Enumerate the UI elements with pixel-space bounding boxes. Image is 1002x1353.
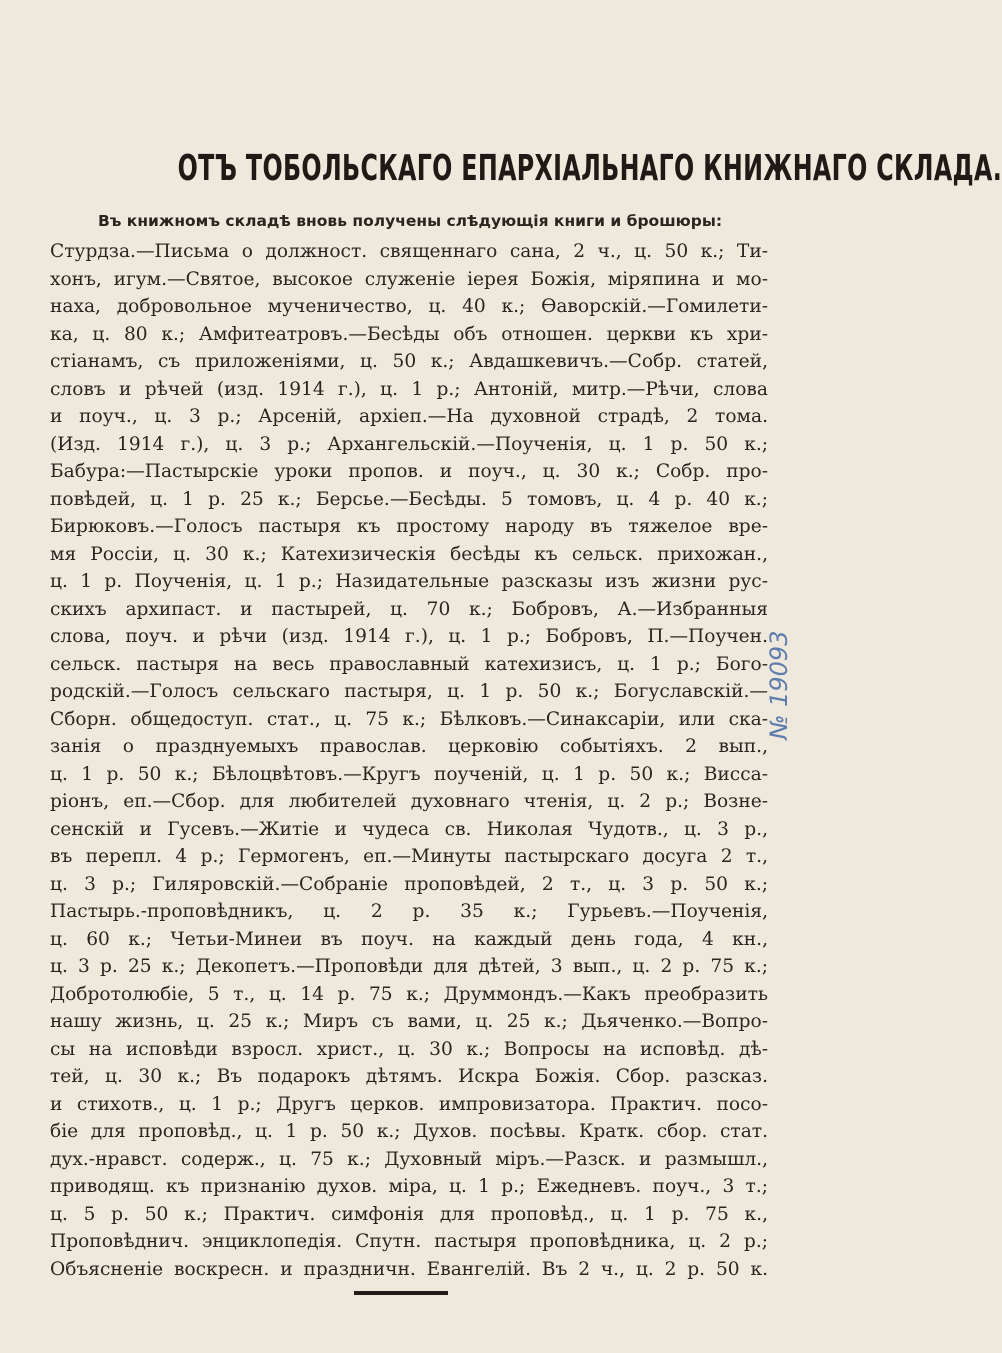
text-line: занія о празднуемыхъ православ. церковію событіяхъ. 2 вып., xyxy=(50,736,768,757)
text-line: ц. 3 р. 25 к.; Декопетъ.—Проповѣди для дѣтей, 3 вып., ц. 2 р. 75 к.; xyxy=(50,956,768,977)
text-line: наха, добровольное мученичество, ц. 40 к.; Ѳаворскій.—Гомилети- xyxy=(50,296,768,317)
text-line: ц. 5 р. 50 к.; Практич. симфонія для проповѣд., ц. 1 р. 75 к., xyxy=(50,1203,768,1225)
text-line: мя Россіи, ц. 30 к.; Катехизическія бесѣды къ сельск. прихожан., xyxy=(50,543,768,565)
text-line: сельск. пастыря на весь православный катехизисъ, ц. 1 р.; Бого- xyxy=(50,653,768,675)
intro-line: Въ книжномъ складѣ вновь получены слѣдующія книги и брошюры: xyxy=(97,212,723,230)
text-line: (Изд. 1914 г.), ц. 3 р.; Архангельскій.—Поученія, ц. 1 р. 50 к.; xyxy=(50,433,768,455)
text-line: сы на исповѣди взросл. христ., ц. 30 к.; Вопросы на исповѣд. дѣ- xyxy=(50,1038,768,1060)
text-line: нашу жизнь, ц. 25 к.; Миръ съ вами, ц. 25 к.; Дьяченко.—Вопро- xyxy=(50,1011,768,1032)
text-line: и стихотв., ц. 1 р.; Другъ церков. импровизатора. Практич. посо- xyxy=(50,1093,768,1115)
inventory-number-text: № 19093 xyxy=(765,630,793,740)
text-line: и поуч., ц. 3 р.; Арсеній, архіеп.—На духовной страдѣ, 2 тома. xyxy=(50,406,768,427)
text-line: Добротолюбіе, 5 т., ц. 14 р. 75 к.; Друммондъ.—Какъ преобразить xyxy=(50,983,768,1005)
text-line: Бирюковъ.—Голосъ пастыря къ простому народу въ тяжелое вре- xyxy=(50,516,768,537)
text-line: въ перепл. 4 р.; Гермогенъ, еп.—Минуты пастырскаго досуга 2 т., xyxy=(50,846,768,867)
text-line: сенскій и Гусевъ.—Житіе и чудеса св. Николая Чудотв., ц. 3 р., xyxy=(50,818,768,840)
text-line: ц. 60 к.; Четьи-Минеи въ поуч. на каждый день года, 4 кн., xyxy=(50,928,768,950)
text-line: слова, поуч. и рѣчи (изд. 1914 г.), ц. 1 р.; Бобровъ, П.—Поучен. xyxy=(50,626,768,647)
text-line: ріонъ, еп.—Сбор. для любителей духовнаго чтенія, ц. 2 р.; Возне- xyxy=(50,791,768,812)
text-line: ц. 1 р. 50 к.; Бѣлоцвѣтовъ.—Кругъ поученій, ц. 1 р. 50 к.; Висса- xyxy=(50,763,768,785)
text-line: Объясненіе воскресн. и праздничн. Евангелій. Въ 2 ч., ц. 2 р. 50 к. xyxy=(50,1258,768,1280)
text-line: дух.-нравст. содерж., ц. 75 к.; Духовный міръ.—Разск. и размышл., xyxy=(50,1148,768,1170)
closing-rule xyxy=(354,1291,448,1295)
text-line: родскій.—Голосъ сельскаго пастыря, ц. 1 р. 50 к.; Богуславскій.— xyxy=(50,681,768,702)
text-line: Пастырь.-проповѣдникъ, ц. 2 р. 35 к.; Гурьевъ.—Поученія, xyxy=(50,901,768,922)
text-line: ц. 3 р.; Гиляровскій.—Собраніе проповѣдей, 2 т., ц. 3 р. 50 к.; xyxy=(50,873,768,895)
catalog-text xyxy=(50,238,768,1283)
text-line: приводящ. къ признанію духов. міра, ц. 1 р.; Ежедневъ. поуч., 3 т.; xyxy=(50,1176,768,1197)
text-line: скихъ архипаст. и пастырей, ц. 70 к.; Бобровъ, А.—Избранныя xyxy=(50,598,768,620)
text-line: повѣдей, ц. 1 р. 25 к.; Берсье.—Бесѣды. 5 томовъ, ц. 4 р. 40 к.; xyxy=(50,488,768,510)
text-line: біе для проповѣд., ц. 1 р. 50 к.; Духов. посѣвы. Кратк. сбор. стат. xyxy=(50,1121,768,1142)
text-line: тей, ц. 30 к.; Въ подарокъ дѣтямъ. Искра Божія. Сбор. разсказ. xyxy=(50,1066,768,1087)
text-line: хонъ, игум.—Святое, высокое служеніе іерея Божія, міряпина и мо- xyxy=(50,268,768,290)
page-title: ОТЪ ТОБОЛЬСКАГО ЕПАРХІАЛЬНАГО КНИЖНАГО СКЛАДА. xyxy=(177,148,1002,189)
text-line: стіанамъ, съ приложеніями, ц. 50 к.; Авдашкевичъ.—Собр. статей, xyxy=(50,351,768,372)
text-line: ка, ц. 80 к.; Амфитеатровъ.—Бесѣды объ отношен. церкви къ хри- xyxy=(50,323,768,345)
text-line: Бабура:—Пастырскіе уроки пропов. и поуч., ц. 30 к.; Собр. про- xyxy=(50,461,768,482)
handwritten-inventory-number xyxy=(764,590,794,780)
text-line: Стурдза.—Письма о должност. священнаго сана, 2 ч., ц. 50 к.; Ти- xyxy=(50,241,768,262)
text-line: ц. 1 р. Поученія, ц. 1 р.; Назидательные разсказы изъ жизни рус- xyxy=(50,571,768,592)
text-line: словъ и рѣчей (изд. 1914 г.), ц. 1 р.; Антоній, митр.—Рѣчи, слова xyxy=(50,378,768,400)
text-line: Проповѣднич. энциклопедія. Спутн. пастыря проповѣдника, ц. 2 р.; xyxy=(50,1231,768,1252)
text-line: Сборн. общедоступ. стат., ц. 75 к.; Бѣлковъ.—Синаксаріи, или ска- xyxy=(50,708,768,730)
